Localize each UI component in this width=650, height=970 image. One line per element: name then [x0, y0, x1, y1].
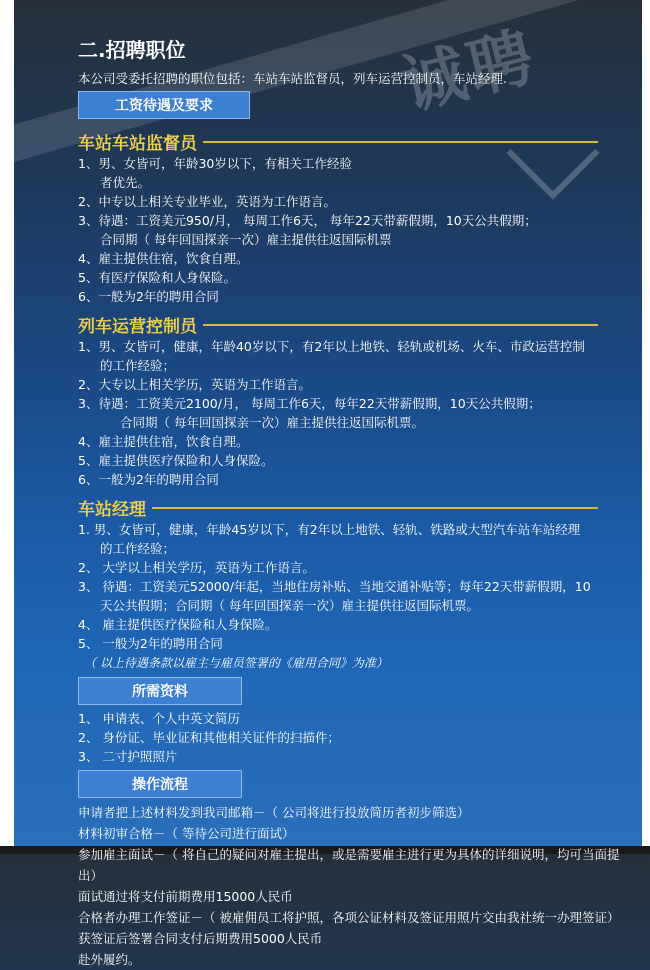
list-item: 2、大专以上相关学历，英语为工作语言。: [78, 377, 311, 392]
list-item: 4、雇主提供住宿，饮食自理。: [78, 251, 249, 266]
process-step: 面试通过将支付前期费用15000人民币: [78, 889, 293, 904]
position-title: 车站车站监督员: [78, 134, 197, 154]
position-header: [78, 495, 638, 520]
process-step: 合格者办理工作签证－（ 被雇佣员工将护照，各项公证材料及签证用照片交由我社统一办理签证）: [78, 910, 620, 925]
list-item: 天公共假期；合同期（ 每年回国探亲一次）雇主提供往返国际机票。: [100, 598, 479, 613]
list-item: 2、 身份证、毕业证和其他相关证件的扫描件；: [78, 730, 340, 745]
materials-tag: 所需资料: [78, 677, 242, 705]
list-item: 6、一般为2年的聘用合同: [78, 289, 219, 304]
list-item: 5、有医疗保险和人身保险。: [78, 270, 236, 285]
watermark-text: 诚聘: [394, 19, 545, 125]
page-title: 二.招聘职位: [78, 38, 186, 62]
position-header: [78, 129, 638, 154]
document-content: [78, 34, 638, 970]
list-item: 合同期（ 每年回国探亲一次）雇主提供往返国际机票。: [120, 415, 424, 430]
list-item: 5、 一般为2年的聘用合同: [78, 636, 223, 651]
process-step: 申请者把上述材料发到我司邮箱－（ 公司将进行投放简历者初步筛选）: [78, 805, 470, 820]
list-item: 4、雇主提供住宿，饮食自理。: [78, 434, 249, 449]
list-item: 2、 大学以上相关学历，英语为工作语言。: [78, 560, 315, 575]
list-item: 者优先。: [100, 175, 151, 190]
right-frame-border: [642, 0, 650, 854]
process-step: 获签证后签署合同支付后期费用5000人民币: [78, 931, 323, 946]
process-step: 参加雇主面试－（ 将自己的疑问对雇主提出，或是需要雇主进行更为具体的详细说明，均可当面提出）: [78, 847, 620, 883]
list-item: 合同期（ 每年回国探亲一次）雇主提供往返国际机票: [100, 232, 392, 247]
position-header: [78, 312, 638, 337]
list-item: 的工作经验；: [100, 541, 176, 556]
list-item: 6、一般为2年的聘用合同: [78, 472, 219, 487]
list-item: 3、待遇：工资美元2100/月， 每周工作6天，每年22天带薪假期，10天公共假期；: [78, 396, 541, 411]
list-item: 1、男、女皆可，健康，年龄40岁以下，有2年以上地铁、轻轨或机场、火车、市政运营控制: [78, 339, 585, 354]
list-item: 3、 待遇：工资美元52000/年起，当地住房补贴、当地交通补贴等；每年22天带薪假期，10: [78, 579, 591, 594]
position-title: 列车运营控制员: [78, 317, 197, 337]
process-step: 材料初审合格－（ 等待公司进行面试）: [78, 826, 295, 841]
divider: [152, 507, 598, 509]
contract-note: （ 以上待遇条款以雇主与雇员签署的《雇用合同》为准）: [84, 656, 388, 670]
list-item: 1. 男、女皆可，健康，年龄45岁以下，有2年以上地铁、轻轨、铁路或大型汽车站车站经理: [78, 522, 581, 537]
list-item: 1、男、女皆可，年龄30岁以下，有相关工作经验: [78, 156, 352, 171]
list-item: 的工作经验；: [100, 358, 176, 373]
salary-requirements-tag: 工资待遇及要求: [78, 91, 250, 119]
process-step: 赴外履约。: [78, 952, 141, 967]
intro-text: 本公司受委托招聘的职位包括：车站车站监督员，列车运营控制员，车站经理.: [78, 71, 507, 86]
list-item: 4、 雇主提供医疗保险和人身保险。: [78, 617, 278, 632]
list-item: 3、待遇：工资美元950/月， 每周工作6天， 每年22天带薪假期，10天公共假期；: [78, 213, 537, 228]
list-item: 3、 二寸护照照片: [78, 749, 178, 764]
list-item: 1、 申请表、个人中英文简历: [78, 711, 240, 726]
divider: [203, 141, 598, 143]
process-tag: 操作流程: [78, 770, 242, 798]
position-title: 车站经理: [78, 500, 146, 520]
list-item: 5、雇主提供医疗保险和人身保险。: [78, 453, 274, 468]
divider: [203, 324, 598, 326]
list-item: 2、中专以上相关专业毕业，英语为工作语言。: [78, 194, 336, 209]
